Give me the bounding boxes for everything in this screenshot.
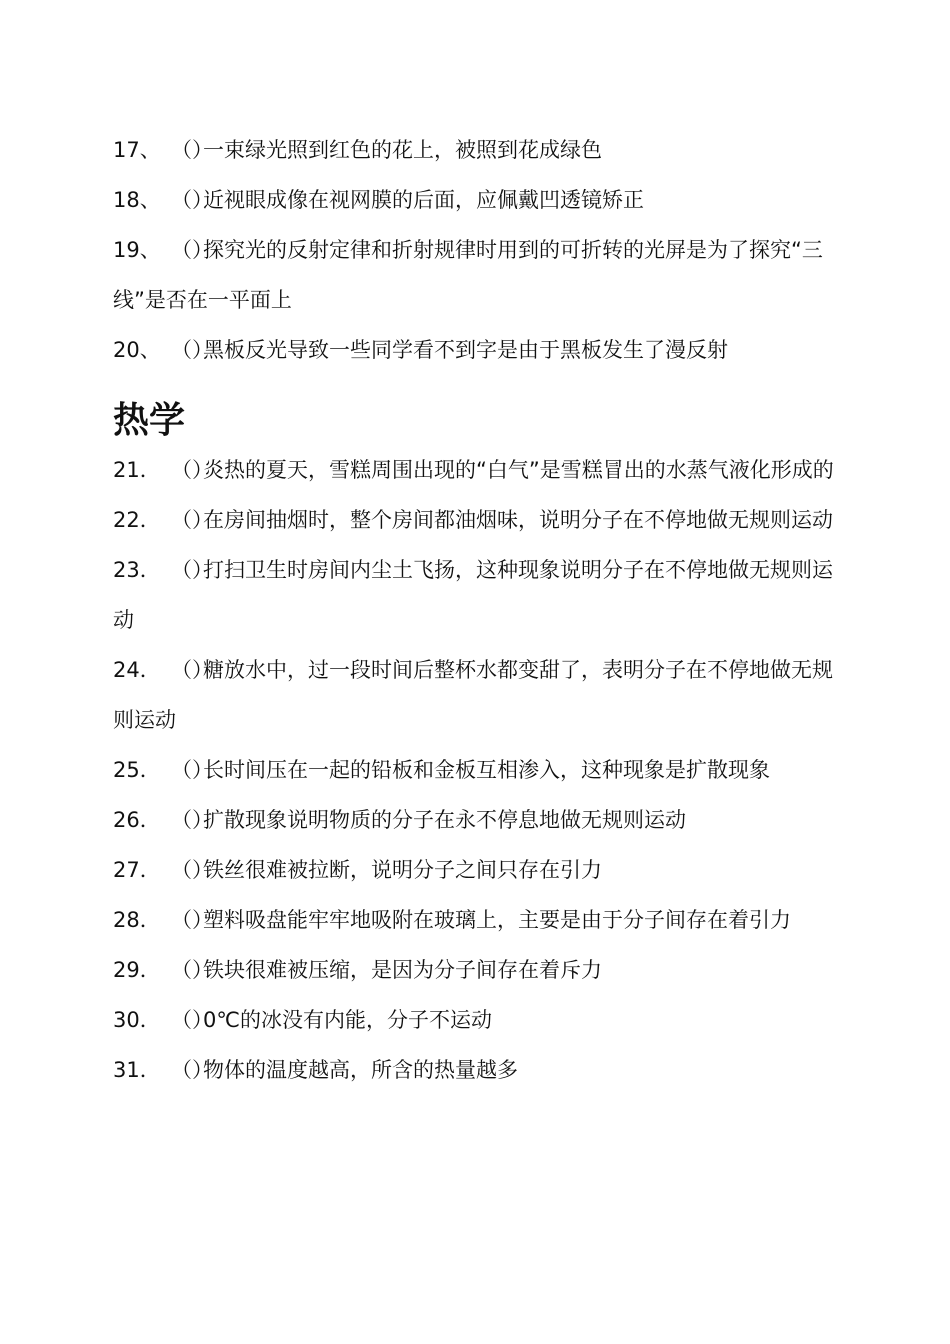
answer-blank: （）	[171, 138, 213, 162]
question-number: 26．	[113, 808, 161, 832]
answer-blank: （）	[171, 508, 213, 532]
question-text: 近视眼成像在视网膜的后面，应佩戴凹透镜矫正	[203, 188, 644, 212]
question-number: 29．	[113, 958, 161, 982]
answer-blank: （）	[171, 658, 213, 682]
question-text: 一束绿光照到红色的花上，被照到花成绿色	[203, 138, 602, 162]
question-item-29	[113, 945, 838, 995]
question-item-20	[113, 325, 838, 375]
question-item-27	[113, 845, 838, 895]
question-item-22	[113, 495, 838, 545]
question-item-19	[113, 225, 838, 325]
question-item-28	[113, 895, 838, 945]
question-text: 炎热的夏天，雪糕周围出现的“白气”是雪糕冒出的水蒸气液化形成的	[203, 458, 834, 482]
answer-blank: （）	[171, 188, 213, 212]
question-number: 24．	[113, 658, 161, 682]
question-number: 18、	[113, 188, 161, 212]
question-text: 探究光的反射定律和折射规律时用到的可折转的光屏是为了探究“三线”是否在一平面上	[113, 238, 823, 312]
question-text: 塑料吸盘能牢牢地吸附在玻璃上，主要是由于分子间存在着引力	[203, 908, 791, 932]
question-text: 在房间抽烟时，整个房间都油烟味，说明分子在不停地做无规则运动	[203, 508, 833, 532]
question-text: 扩散现象说明物质的分子在永不停息地做无规则运动	[203, 808, 686, 832]
question-item-30	[113, 995, 838, 1045]
question-item-24	[113, 645, 838, 745]
answer-blank: （）	[171, 858, 213, 882]
question-text: 长时间压在一起的铅板和金板互相渗入，这种现象是扩散现象	[203, 758, 770, 782]
question-text: 0℃的冰没有内能，分子不运动	[203, 1008, 492, 1032]
question-item-18	[113, 175, 838, 225]
question-text: 铁块很难被压缩，是因为分子间存在着斥力	[203, 958, 602, 982]
question-number: 31．	[113, 1058, 161, 1082]
answer-blank: （）	[171, 1008, 213, 1032]
question-item-31	[113, 1045, 838, 1095]
question-number: 28．	[113, 908, 161, 932]
question-text: 糖放水中，过一段时间后整杯水都变甜了，表明分子在不停地做无规则运动	[113, 658, 833, 732]
answer-blank: （）	[171, 808, 213, 832]
answer-blank: （）	[171, 1058, 213, 1082]
answer-blank: （）	[171, 958, 213, 982]
question-item-21	[113, 445, 838, 495]
question-number: 23．	[113, 558, 161, 582]
answer-blank: （）	[171, 238, 213, 262]
answer-blank: （）	[171, 758, 213, 782]
question-number: 20、	[113, 338, 161, 362]
question-item-17	[113, 125, 838, 175]
answer-blank: （）	[171, 338, 213, 362]
question-text: 物体的温度越高，所含的热量越多	[203, 1058, 518, 1082]
question-number: 25．	[113, 758, 161, 782]
question-text: 铁丝很难被拉断，说明分子之间只存在引力	[203, 858, 602, 882]
question-number: 19、	[113, 238, 161, 262]
answer-blank: （）	[171, 458, 213, 482]
answer-blank: （）	[171, 558, 213, 582]
question-number: 22．	[113, 508, 161, 532]
question-number: 27．	[113, 858, 161, 882]
answer-blank: （）	[171, 908, 213, 932]
question-number: 30．	[113, 1008, 161, 1032]
question-item-25	[113, 745, 838, 795]
question-list	[113, 125, 838, 1095]
question-number: 17、	[113, 138, 161, 162]
question-text: 打扫卫生时房间内尘土飞扬，这种现象说明分子在不停地做无规则运动	[113, 558, 833, 632]
question-item-26	[113, 795, 838, 845]
question-item-23	[113, 545, 838, 645]
question-number: 21．	[113, 458, 161, 482]
question-text: 黑板反光导致一些同学看不到字是由于黑板发生了漫反射	[203, 338, 728, 362]
section-title: 热学	[113, 400, 186, 441]
